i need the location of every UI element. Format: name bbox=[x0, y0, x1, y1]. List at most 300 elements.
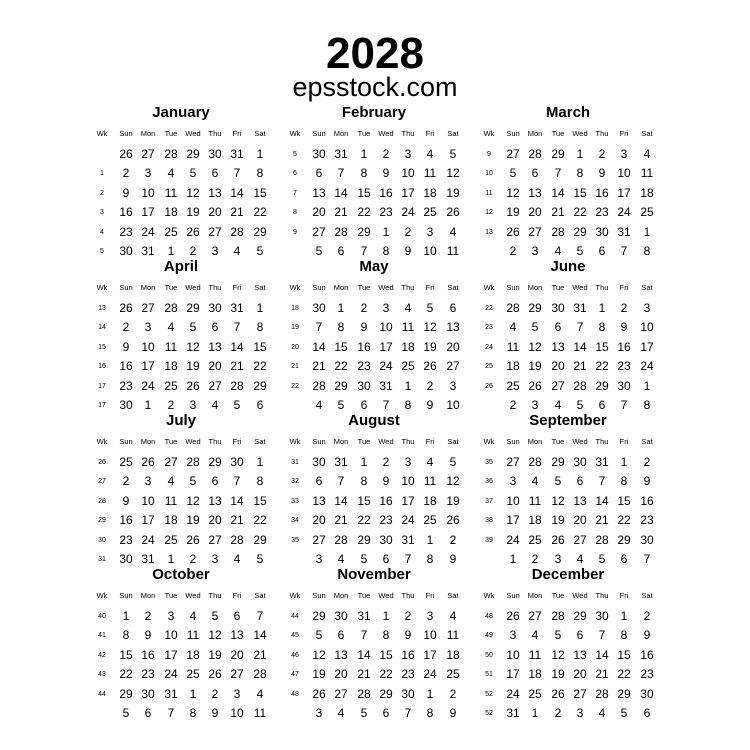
day-cell: 16 bbox=[141, 647, 155, 662]
week-number: 15 bbox=[98, 343, 106, 351]
week-number: 30 bbox=[98, 536, 106, 544]
weekday-header: Sat bbox=[641, 437, 653, 446]
day-cell: 3 bbox=[211, 552, 219, 566]
weekday-header: Fri bbox=[425, 437, 435, 446]
day-cell: 26 bbox=[141, 454, 155, 469]
day-cell: 7 bbox=[233, 320, 241, 334]
day-cell: 22 bbox=[617, 513, 631, 527]
day-cell: 5 bbox=[554, 474, 562, 488]
day-cell: 2 bbox=[643, 608, 651, 623]
weekday-header: Thu bbox=[595, 283, 609, 292]
day-cell: 29 bbox=[208, 454, 222, 469]
weekday-header: Fri bbox=[425, 283, 435, 292]
day-cell: 5 bbox=[122, 706, 130, 720]
weekday-header: Fri bbox=[619, 591, 629, 600]
weekday-header: Sat bbox=[447, 591, 459, 600]
week-number: 2 bbox=[100, 189, 104, 197]
day-cell: 30 bbox=[573, 454, 587, 469]
day-cell: 29 bbox=[551, 454, 565, 469]
day-cell: 3 bbox=[554, 552, 562, 566]
day-cell: 13 bbox=[528, 185, 542, 200]
day-cell: 19 bbox=[312, 667, 326, 681]
day-cell: 27 bbox=[141, 146, 155, 161]
day-cell: 31 bbox=[401, 532, 415, 547]
day-cell: 14 bbox=[230, 493, 244, 508]
day-cell: 21 bbox=[595, 513, 609, 527]
day-cell: 4 bbox=[337, 552, 345, 566]
day-cell: 16 bbox=[379, 185, 393, 200]
day-cell: 17 bbox=[379, 339, 393, 354]
weekday-header: Thu bbox=[595, 591, 609, 600]
weekday-header: Fri bbox=[232, 129, 242, 138]
day-cell: 1 bbox=[256, 146, 264, 161]
day-cell: 9 bbox=[449, 706, 457, 720]
day-cell: 8 bbox=[576, 166, 584, 180]
day-cell: 11 bbox=[253, 706, 267, 720]
day-cell: 19 bbox=[208, 647, 222, 662]
day-cell: 2 bbox=[404, 608, 412, 623]
week-number: 4 bbox=[100, 228, 104, 236]
day-cell: 8 bbox=[256, 474, 264, 488]
day-cell: 9 bbox=[426, 398, 434, 412]
day-cell: 24 bbox=[401, 513, 415, 527]
day-cell: 31 bbox=[379, 378, 393, 393]
day-cell: 1 bbox=[620, 608, 628, 623]
week-number: 24 bbox=[485, 343, 493, 351]
weekday-header: Mon bbox=[333, 591, 349, 600]
day-cell: 6 bbox=[233, 608, 241, 623]
week-number: 28 bbox=[98, 497, 106, 505]
day-cell: 21 bbox=[551, 205, 565, 219]
day-cell: 29 bbox=[595, 378, 609, 393]
week-number: 38 bbox=[485, 517, 493, 524]
week-number: 17 bbox=[98, 382, 106, 390]
day-cell: 31 bbox=[141, 552, 155, 566]
day-cell: 4 bbox=[233, 552, 241, 566]
day-cell: 1 bbox=[256, 300, 264, 315]
weekday-header: Sun bbox=[506, 129, 520, 138]
week-number: 49 bbox=[485, 632, 493, 639]
day-cell: 22 bbox=[357, 205, 371, 219]
day-cell: 26 bbox=[446, 205, 460, 219]
day-cell: 31 bbox=[506, 706, 520, 720]
week-number: 23 bbox=[485, 324, 493, 331]
day-cell: 27 bbox=[164, 454, 178, 469]
week-number: 20 bbox=[291, 343, 299, 351]
day-cell: 27 bbox=[230, 667, 244, 681]
day-cell: 19 bbox=[186, 205, 200, 219]
day-cell: 26 bbox=[186, 378, 200, 393]
day-cell: 19 bbox=[446, 185, 460, 200]
week-number: 35 bbox=[291, 536, 299, 544]
week-number: 48 bbox=[485, 612, 493, 620]
weekday-header: Mon bbox=[333, 129, 349, 138]
day-cell: 24 bbox=[141, 224, 155, 239]
day-cell: 24 bbox=[141, 532, 155, 547]
day-cell: 30 bbox=[312, 454, 326, 469]
day-cell: 2 bbox=[531, 552, 539, 566]
day-cell: 5 bbox=[233, 398, 241, 412]
day-cell: 16 bbox=[640, 493, 654, 508]
day-cell: 15 bbox=[253, 339, 267, 354]
day-cell: 28 bbox=[528, 454, 542, 469]
day-cell: 13 bbox=[312, 493, 326, 508]
day-cell: 6 bbox=[598, 398, 606, 412]
day-cell: 4 bbox=[598, 706, 606, 720]
day-cell: 13 bbox=[230, 628, 244, 642]
day-cell: 29 bbox=[253, 378, 267, 393]
day-cell: 5 bbox=[360, 552, 368, 566]
week-number: 3 bbox=[100, 209, 104, 216]
day-cell: 26 bbox=[506, 224, 520, 239]
day-cell: 2 bbox=[360, 300, 368, 315]
week-number: 46 bbox=[291, 651, 299, 659]
day-cell: 1 bbox=[382, 224, 390, 239]
day-cell: 12 bbox=[312, 647, 326, 662]
day-cell: 10 bbox=[141, 339, 155, 354]
weekday-header: Tue bbox=[357, 591, 371, 600]
day-cell: 1 bbox=[382, 608, 390, 623]
day-cell: 18 bbox=[401, 339, 415, 354]
day-cell: 24 bbox=[164, 667, 178, 681]
month-name: October bbox=[152, 566, 210, 583]
day-cell: 3 bbox=[576, 706, 584, 720]
day-cell: 7 bbox=[643, 552, 651, 566]
day-cell: 28 bbox=[506, 300, 520, 315]
day-cell: 1 bbox=[598, 300, 606, 315]
month-name: February bbox=[341, 104, 407, 121]
day-cell: 28 bbox=[573, 378, 587, 393]
day-cell: 24 bbox=[640, 359, 654, 373]
weekday-header: Sun bbox=[119, 437, 133, 446]
day-cell: 14 bbox=[230, 339, 244, 354]
day-cell: 4 bbox=[189, 608, 197, 623]
week-number: 37 bbox=[485, 497, 493, 505]
day-cell: 8 bbox=[189, 706, 197, 720]
day-cell: 23 bbox=[357, 359, 371, 373]
day-cell: 27 bbox=[551, 378, 565, 393]
month-name: January bbox=[152, 104, 210, 121]
day-cell: 2 bbox=[122, 474, 130, 488]
weekday-header: Sun bbox=[312, 129, 326, 138]
day-cell: 10 bbox=[640, 320, 654, 334]
day-cell: 2 bbox=[449, 532, 457, 547]
day-cell: 8 bbox=[426, 706, 434, 720]
day-cell: 30 bbox=[119, 398, 133, 412]
day-cell: 27 bbox=[141, 300, 155, 315]
day-cell: 13 bbox=[551, 339, 565, 354]
day-cell: 4 bbox=[167, 166, 175, 180]
day-cell: 9 bbox=[382, 474, 390, 488]
weekday-header: Mon bbox=[333, 437, 349, 446]
day-cell: 6 bbox=[598, 244, 606, 258]
week-number: 43 bbox=[98, 671, 106, 678]
day-cell: 28 bbox=[230, 532, 244, 547]
day-cell: 3 bbox=[211, 244, 219, 258]
day-cell: 17 bbox=[401, 493, 415, 508]
week-number-header: Wk bbox=[289, 437, 301, 446]
week-number: 48 bbox=[291, 690, 299, 698]
day-cell: 9 bbox=[382, 166, 390, 180]
day-cell: 2 bbox=[167, 398, 175, 412]
day-cell: 26 bbox=[551, 686, 565, 701]
week-number: 52 bbox=[485, 710, 493, 717]
day-cell: 9 bbox=[144, 628, 152, 642]
day-cell: 4 bbox=[315, 398, 323, 412]
week-number: 31 bbox=[98, 556, 106, 563]
day-cell: 7 bbox=[233, 166, 241, 180]
day-cell: 11 bbox=[446, 244, 460, 258]
weekday-header: Fri bbox=[619, 437, 629, 446]
day-cell: 2 bbox=[449, 686, 457, 701]
day-cell: 24 bbox=[423, 667, 437, 681]
day-cell: 22 bbox=[253, 359, 267, 373]
day-cell: 5 bbox=[509, 166, 517, 180]
day-cell: 26 bbox=[186, 224, 200, 239]
day-cell: 5 bbox=[211, 608, 219, 623]
day-cell: 17 bbox=[164, 647, 178, 662]
day-cell: 15 bbox=[253, 185, 267, 200]
day-cell: 29 bbox=[379, 686, 393, 701]
day-cell: 6 bbox=[211, 474, 219, 488]
day-cell: 29 bbox=[253, 224, 267, 239]
day-cell: 18 bbox=[423, 493, 437, 508]
day-cell: 7 bbox=[576, 320, 584, 334]
day-cell: 26 bbox=[506, 608, 520, 623]
day-cell: 27 bbox=[573, 532, 587, 547]
weekday-header: Sat bbox=[447, 437, 459, 446]
day-cell: 9 bbox=[404, 628, 412, 642]
week-number: 29 bbox=[98, 517, 106, 524]
day-cell: 12 bbox=[186, 185, 200, 200]
weekday-header: Wed bbox=[572, 283, 588, 292]
day-cell: 23 bbox=[379, 513, 393, 527]
day-cell: 18 bbox=[528, 667, 542, 681]
day-cell: 6 bbox=[620, 552, 628, 566]
day-cell: 28 bbox=[595, 532, 609, 547]
day-cell: 18 bbox=[186, 647, 200, 662]
weekday-header: Mon bbox=[140, 129, 156, 138]
week-number: 22 bbox=[485, 304, 493, 312]
day-cell: 9 bbox=[211, 706, 219, 720]
day-cell: 23 bbox=[617, 359, 631, 373]
day-cell: 2 bbox=[426, 378, 434, 393]
day-cell: 30 bbox=[230, 454, 244, 469]
day-cell: 5 bbox=[576, 244, 584, 258]
weekday-header: Tue bbox=[357, 283, 371, 292]
week-number-header: Wk bbox=[483, 437, 495, 446]
day-cell: 5 bbox=[449, 146, 457, 161]
week-number: 32 bbox=[291, 478, 299, 485]
day-cell: 5 bbox=[189, 166, 197, 180]
day-cell: 30 bbox=[357, 378, 371, 393]
day-cell: 29 bbox=[186, 300, 200, 315]
weekday-header: Tue bbox=[164, 283, 178, 292]
day-cell: 7 bbox=[554, 166, 562, 180]
day-cell: 4 bbox=[531, 628, 539, 642]
day-cell: 7 bbox=[256, 608, 264, 623]
weekday-header: Sun bbox=[119, 129, 133, 138]
day-cell: 4 bbox=[233, 244, 241, 258]
day-cell: 18 bbox=[506, 359, 520, 373]
weekday-header: Sun bbox=[506, 437, 520, 446]
day-cell: 3 bbox=[144, 166, 152, 180]
day-cell: 19 bbox=[423, 339, 437, 354]
day-cell: 20 bbox=[573, 667, 587, 681]
day-cell: 8 bbox=[382, 244, 390, 258]
day-cell: 15 bbox=[573, 185, 587, 200]
day-cell: 6 bbox=[144, 706, 152, 720]
day-cell: 25 bbox=[186, 667, 200, 681]
day-cell: 14 bbox=[334, 493, 348, 508]
day-cell: 8 bbox=[426, 552, 434, 566]
day-cell: 3 bbox=[167, 608, 175, 623]
day-cell: 29 bbox=[357, 224, 371, 239]
day-cell: 25 bbox=[164, 378, 178, 393]
day-cell: 26 bbox=[119, 146, 133, 161]
day-cell: 27 bbox=[446, 359, 460, 373]
day-cell: 8 bbox=[256, 320, 264, 334]
day-cell: 11 bbox=[401, 320, 415, 334]
day-cell: 28 bbox=[230, 224, 244, 239]
day-cell: 22 bbox=[253, 205, 267, 219]
week-number: 36 bbox=[485, 478, 493, 485]
day-cell: 3 bbox=[531, 244, 539, 258]
week-number: 26 bbox=[485, 382, 493, 390]
week-number: 27 bbox=[98, 478, 106, 485]
weekday-header: Fri bbox=[619, 129, 629, 138]
day-cell: 29 bbox=[617, 532, 631, 547]
day-cell: 23 bbox=[119, 224, 133, 239]
day-cell: 4 bbox=[167, 474, 175, 488]
day-cell: 13 bbox=[573, 647, 587, 662]
day-cell: 21 bbox=[253, 647, 267, 662]
week-number-header: Wk bbox=[289, 283, 301, 292]
weekday-header: Sat bbox=[641, 283, 653, 292]
month-name: August bbox=[348, 412, 400, 429]
day-cell: 5 bbox=[189, 320, 197, 334]
week-number-header: Wk bbox=[289, 591, 301, 600]
weekday-header: Sun bbox=[312, 591, 326, 600]
day-cell: 22 bbox=[379, 667, 393, 681]
day-cell: 29 bbox=[573, 608, 587, 623]
day-cell: 31 bbox=[595, 454, 609, 469]
day-cell: 8 bbox=[643, 398, 651, 412]
day-cell: 25 bbox=[446, 667, 460, 681]
day-cell: 18 bbox=[640, 185, 654, 200]
day-cell: 21 bbox=[595, 667, 609, 681]
day-cell: 4 bbox=[554, 398, 562, 412]
day-cell: 30 bbox=[312, 146, 326, 161]
day-cell: 26 bbox=[119, 300, 133, 315]
day-cell: 25 bbox=[528, 686, 542, 701]
day-cell: 25 bbox=[423, 205, 437, 219]
day-cell: 2 bbox=[189, 552, 197, 566]
day-cell: 4 bbox=[576, 552, 584, 566]
day-cell: 19 bbox=[186, 513, 200, 527]
day-cell: 5 bbox=[256, 552, 264, 566]
week-number: 31 bbox=[291, 458, 299, 466]
week-number: 42 bbox=[98, 651, 106, 659]
week-number: 9 bbox=[487, 150, 491, 158]
day-cell: 19 bbox=[551, 667, 565, 681]
day-cell: 4 bbox=[404, 300, 412, 315]
week-number: 1 bbox=[100, 170, 104, 177]
day-cell: 12 bbox=[208, 628, 222, 642]
weekday-header: Mon bbox=[527, 591, 543, 600]
day-cell: 12 bbox=[423, 320, 437, 334]
day-cell: 26 bbox=[551, 532, 565, 547]
weekday-header: Mon bbox=[527, 129, 543, 138]
day-cell: 27 bbox=[506, 146, 520, 161]
day-cell: 30 bbox=[208, 300, 222, 315]
day-cell: 18 bbox=[164, 205, 178, 219]
day-cell: 8 bbox=[256, 166, 264, 180]
day-cell: 23 bbox=[595, 205, 609, 219]
day-cell: 1 bbox=[337, 300, 345, 315]
day-cell: 3 bbox=[404, 454, 412, 469]
weekday-header: Thu bbox=[208, 591, 222, 600]
day-cell: 29 bbox=[334, 378, 348, 393]
day-cell: 1 bbox=[620, 454, 628, 469]
day-cell: 19 bbox=[528, 359, 542, 373]
week-number-header: Wk bbox=[96, 591, 108, 600]
weekday-header: Mon bbox=[527, 283, 543, 292]
week-number: 45 bbox=[291, 632, 299, 639]
day-cell: 29 bbox=[528, 300, 542, 315]
weekday-header: Thu bbox=[208, 437, 222, 446]
day-cell: 17 bbox=[141, 205, 155, 219]
weekday-header: Thu bbox=[401, 437, 415, 446]
week-number-header: Wk bbox=[96, 437, 108, 446]
day-cell: 31 bbox=[230, 146, 244, 161]
day-cell: 20 bbox=[208, 205, 222, 219]
day-cell: 12 bbox=[528, 339, 542, 354]
day-cell: 22 bbox=[253, 513, 267, 527]
weekday-header: Tue bbox=[551, 129, 565, 138]
day-cell: 27 bbox=[208, 224, 222, 239]
day-cell: 29 bbox=[573, 224, 587, 239]
day-cell: 23 bbox=[640, 667, 654, 681]
day-cell: 30 bbox=[141, 686, 155, 701]
day-cell: 5 bbox=[598, 552, 606, 566]
weekday-header: Sat bbox=[641, 129, 653, 138]
day-cell: 31 bbox=[573, 300, 587, 315]
day-cell: 8 bbox=[404, 398, 412, 412]
day-cell: 11 bbox=[164, 339, 178, 354]
day-cell: 3 bbox=[509, 628, 517, 642]
day-cell: 30 bbox=[640, 532, 654, 547]
week-number: 39 bbox=[485, 536, 493, 544]
day-cell: 8 bbox=[360, 474, 368, 488]
month-name: November bbox=[337, 566, 411, 583]
day-cell: 5 bbox=[189, 474, 197, 488]
day-cell: 30 bbox=[334, 608, 348, 623]
month-name: July bbox=[165, 412, 196, 429]
day-cell: 7 bbox=[598, 628, 606, 642]
month-name: September bbox=[529, 412, 607, 429]
day-cell: 21 bbox=[230, 513, 244, 527]
day-cell: 12 bbox=[446, 166, 460, 180]
day-cell: 3 bbox=[315, 706, 323, 720]
day-cell: 6 bbox=[576, 628, 584, 642]
day-cell: 1 bbox=[167, 552, 175, 566]
day-cell: 13 bbox=[208, 493, 222, 508]
month-name: December bbox=[531, 566, 605, 583]
day-cell: 21 bbox=[230, 205, 244, 219]
day-cell: 30 bbox=[379, 532, 393, 547]
day-cell: 23 bbox=[401, 667, 415, 681]
